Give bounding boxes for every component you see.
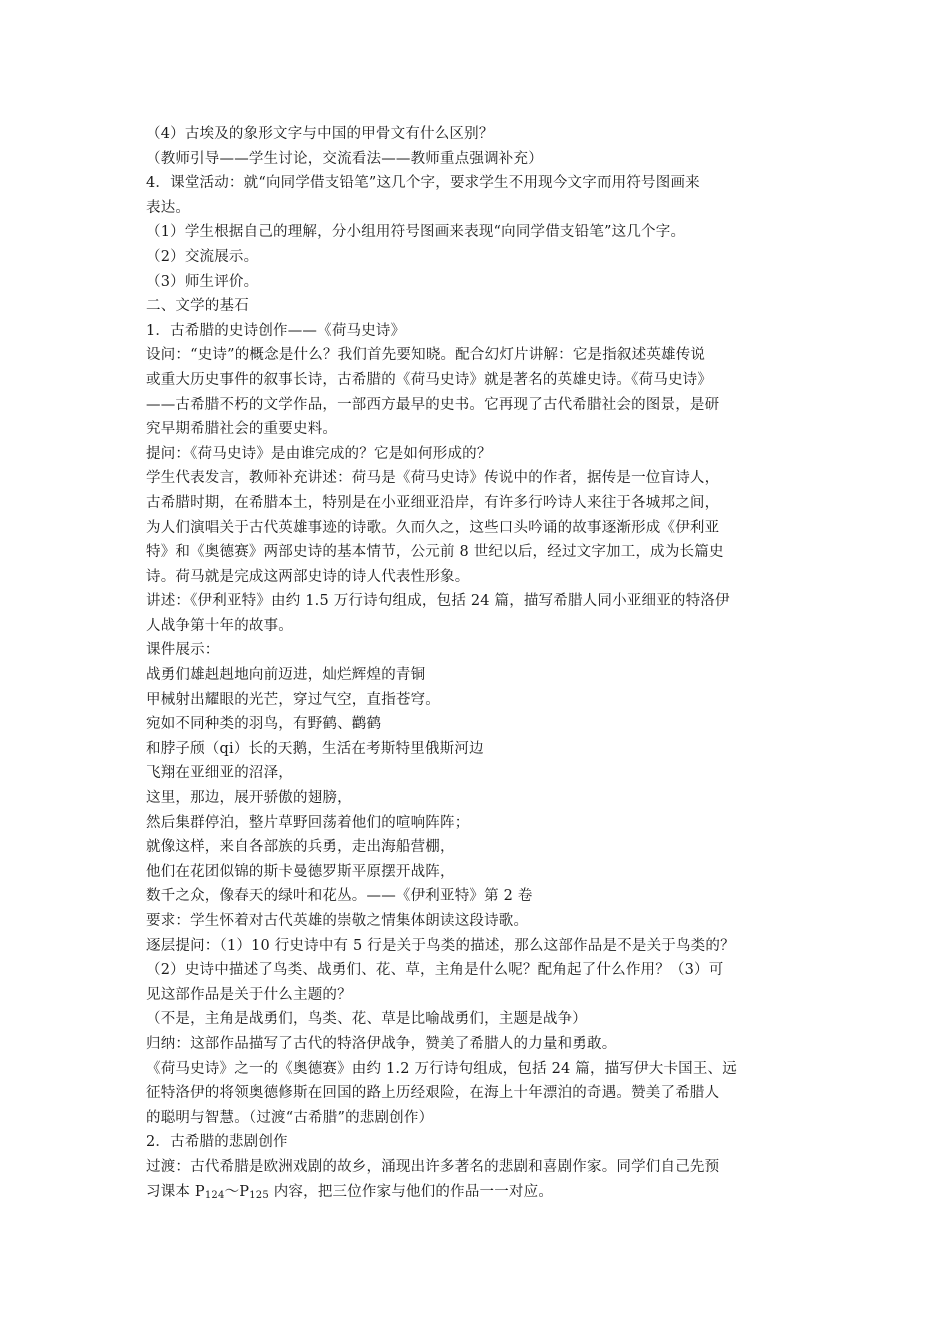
text-line: （教师引导——学生讨论，交流看法——教师重点强调补充） (146, 150, 543, 167)
poem-line: 宛如不同种类的羽鸟，有野鹤、鹳鹤 (146, 716, 382, 733)
poem-line: 数千之众，像春天的绿叶和花丛。——《伊利亚特》第 2 卷 (146, 888, 533, 905)
text-line: 4．课堂活动：就“向同学借支铅笔”这几个字，要求学生不用现今文字而用符号图画来 (146, 175, 700, 192)
text-line: 的聪明与智慧。（过渡“古希腊”的悲剧创作） (146, 1109, 434, 1126)
text-line: 古希腊时期，在希腊本土，特别是在小亚细亚沿岸，有许多行吟诗人来往于各城邦之间， (146, 494, 720, 511)
poem-line: 战勇们雄赳赳地向前迈进，灿烂辉煌的青铜 (146, 667, 426, 684)
poem-line: 就像这样，来自各部族的兵勇，走出海船营棚， (146, 839, 455, 856)
poem-line: 和脖子颀（qi）长的天鹅，生活在考斯特里俄斯河边 (146, 740, 484, 757)
text-line: 学生代表发言，教师补充讲述：荷马是《荷马史诗》传说中的作者，据传是一位盲诗人， (146, 470, 720, 487)
poem-line: 他们在花团似锦的斯卡曼德罗斯平原摆开战阵， (146, 863, 455, 880)
poem-line: 飞翔在亚细亚的沼泽， (146, 765, 293, 782)
text-fragment: ～P (224, 1183, 250, 1200)
text-line: 讲述：《伊利亚特》由约 1.5 万行诗句组成，包括 24 篇，描写希腊人同小亚细亚的特洛伊 (146, 593, 730, 610)
text-line: 提问：《荷马史诗》是由谁完成的？它是如何形成的？ (146, 445, 492, 462)
text-fragment: 内容，把三位作家与他们的作品一一对应。 (268, 1183, 554, 1200)
subsection-heading: 1．古希腊的史诗创作——《荷马史诗》 (146, 322, 406, 339)
text-line: ——古希腊不朽的文学作品，一部西方最早的史书。它再现了古代希腊社会的图景，是研 (146, 396, 720, 413)
text-line: 究早期希腊社会的重要史料。 (146, 421, 338, 438)
poem-line: 甲械射出耀眼的光芒，穿过气空，直指苍穹。 (146, 691, 440, 708)
section-heading: 二、文学的基石 (146, 298, 249, 315)
page-subscript: 124 (204, 1189, 225, 1201)
text-fragment: 习课本 P (146, 1183, 205, 1200)
text-line: 过渡：古代希腊是欧洲戏剧的故乡，涌现出许多著名的悲剧和喜剧作家。同学们自己先预 (146, 1158, 720, 1175)
poem-line: 然后集群停泊，整片草野回荡着他们的喧响阵阵； (146, 814, 470, 831)
text-line: 表达。 (146, 199, 191, 216)
text-line: 设问：“史诗”的概念是什么？我们首先要知晓。配合幻灯片讲解：它是指叙述英雄传说 (146, 347, 706, 364)
page-subscript: 125 (249, 1189, 269, 1201)
text-line: 或重大历史事件的叙事长诗，古希腊的《荷马史诗》就是著名的英雄史诗。《荷马史诗》 (146, 371, 713, 388)
text-line: 诗。荷马就是完成这两部史诗的诗人代表性形象。 (146, 568, 470, 585)
text-line: 特》和《奥德赛》两部史诗的基本情节，公元前 8 世纪以后，经过文字加工，成为长篇史 (146, 544, 724, 561)
text-line: （4）古埃及的象形文字与中国的甲骨文有什么区别？ (146, 126, 494, 142)
text-line: （2）交流展示。 (146, 248, 259, 265)
text-line: 《荷马史诗》之一的《奥德赛》由约 1.2 万行诗句组成，包括 24 篇，描写伊大卡国王、远 (146, 1060, 737, 1077)
poem-line: 这里，那边，展开骄傲的翅膀， (146, 790, 352, 807)
text-line: （1）学生根据自己的理解，分小组用符号图画来表现“向同学借支铅笔”这几个字。 (146, 224, 686, 241)
text-line: 归纳：这部作品描写了古代的特洛伊战争，赞美了希腊人的力量和勇敢。 (146, 1035, 617, 1052)
text-line: 要求：学生怀着对古代英雄的崇敬之情集体朗读这段诗歌。 (146, 913, 529, 929)
subsection-heading: 2．古希腊的悲剧创作 (146, 1134, 288, 1151)
text-line: 征特洛伊的将领奥德修斯在回国的路上历经艰险，在海上十年漂泊的奇遇。赞美了希腊人 (146, 1085, 720, 1102)
text-line: （2）史诗中描述了鸟类、战勇们、花、草，主角是什么呢？配角起了什么作用？（3）可 (146, 962, 724, 979)
text-line: 为人们演唱关于古代英雄事迹的诗歌。久而久之，这些口头吟诵的故事逐渐形成《伊利亚 (146, 519, 720, 536)
document-body (146, 122, 816, 1208)
text-line-with-page-refs (146, 1180, 816, 1209)
text-line: 逐层提问：（1）10 行史诗中有 5 行是关于鸟类的描述，那么这部作品是不是关于鸟类的？ (146, 937, 735, 954)
text-line: 人战争第十年的故事。 (146, 617, 293, 634)
text-line: （3）师生评价。 (146, 273, 259, 290)
text-line: 课件展示： (146, 642, 220, 659)
text-line: （不是，主角是战勇们，鸟类、花、草是比喻战勇们，主题是战争） (146, 1011, 587, 1028)
text-line: 见这部作品是关于什么主题的？ (146, 986, 352, 1003)
